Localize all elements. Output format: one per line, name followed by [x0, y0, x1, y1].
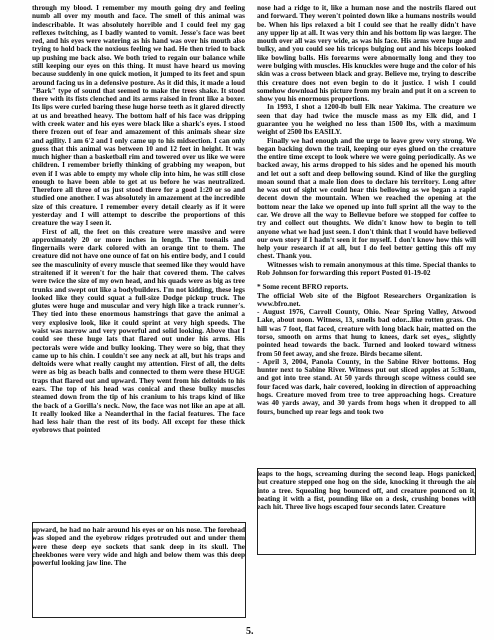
reports-header: * Some recent BFRO reports.: [257, 283, 349, 292]
article-paragraph: In 1993, I shot a 1200-lb bull Elk near Yakima. The creature we seen that day had twice the muscle mass as my Elk did, and I guarantee you he weighed no less than 1500 lbs, with a maximum weight of 2500 lbs EASILY.: [257, 103, 476, 137]
report-entry: - August 1976, Carroll County, Ohio. Near Spring Valley, Atwood Lake, about noon. Witness, 13, smells bad odor...like rotten grass. On hill was 7 foot, flat faced, creature with long black hair, matted on the torso, smooth on arms that hung to knees, dark set eyes,, slightly pointed head towards the back. Turned and looked toward witness from 50 feet away, and she froze. Birds became silent.: [257, 308, 476, 358]
report-continuation: leaps to the hogs, screaming during the second leap. Hogs panicked, but creature stepped one hog on the side, knocking it through the air into a tree. Squealing hog bounced off, and creature pounced on it, beating it with a fist, pounding like on a desk, crushing bones with each hit. Three live hogs escaped four seconds later. Creature: [257, 470, 476, 512]
article-paragraph: Finally we had enough and the urge to leave grew very strong. We began backing down the trail, keeping our eyes glued on the creature the entire time except to look where we were going periodically. As we backed away, his arms dropped to his sides and he opened his mouth and let out a soft and deep bellowing sound. Kind of like the gurgling moan sound that a male lion does to declare his territory. Long after he was out of sight we could hear this bellowing as we began a rapid decent down the mountain. When we reached the opening at the bottom near the lake we opened up into full sprint all the way to the car. We drove all the way to Bellevue before we stopped for coffee to try and collect out thoughts. We didn't know how to begin to tell anyone what we had just seen. I don't think that I would have believed our own story if I hadn't seen it for myself. I don't know how this will help your research if at all, but I do feel better getting this off my chest. Thank you.: [257, 136, 476, 261]
page-number: 5.: [246, 626, 254, 637]
right-article-column: [257, 4, 476, 466]
report-entry: - April 3, 2004, Panola County, in the Sabine River bottoms. Hog hunter next to Sabine River. Witness put out sliced apples at 5:30am, and got into tree stand. At 50 yards through scope witness could see four faced was dark, hair covered, looking in direction of approaching hogs. Creature moved from tree to tree approaching hogs. Creature was 40 yards away, and 30 yards from hogs when it dropped to all fours, bunched up rear legs and took two: [257, 357, 476, 416]
article-paragraph: through my blood. I remember my mouth going dry and feeling numb all over my mouth and face. The smell of this animal was indescribable. It was absolutely horrible and I could feel my gag reflexes twitching, as I badly wanted to vomit. Jesse's face was beet red, and his eyes were watering as his hand was over his mouth also trying to hold back the noxious feeling we had. He then tried to back up pushing me back also. We both tried to regain our balance while still keeping our eyes on this thing. It must have heard us moving because suddenly in one quick motion, it jumped to its feet and spun around facing us in a defensive posture. As it did this, it made a loud "Bark" type of sound that seemed to make the trees shake. It stood there with its fists clenched and its arms raised in front like a boxer. Its lips were curled baring these huge horse teeth as it glared directly at us and breathed heavy. The bottom half of his face was dripping with creek water and his eyes were black like a shark's eyes. I stood there frozen out of fear and amazement of this animals shear size and agility. I am 6'2 and I only came up to his midsection. I can only guess that this animal was between 10 and 12 feet in height. It was much higher than a basketball rim and towered over us like we were children. I remember briefly thinking of grabbing my weapon, but even if I was able to empty my whole clip into him, he was still close enough to have been able to get at us before he was neutralized. Therefore all three of us just stood there for a good 1:20 or so and studied one another. I was absolutely in amazement at the incredible size of this creature. I remember every detail clearly as if it were yesterday and I will attempt to describe the proportions of this creature the way I seen it.: [32, 4, 245, 228]
reports-intro: The official Web site of the Bigfoot Researchers Organization is www.bfro.net.: [257, 291, 476, 308]
left-article-column: [32, 4, 245, 524]
article-paragraph: upward, he had no hair around his eyes or on his nose. The forehead was sloped and the eyebrow ridges protruded out and under them were these deep eye sockets that sank deep in its skull. The cheekbones were very wide and high and below them was this deep powerful looking jaw line. The: [32, 526, 245, 568]
bottom-right-text: [257, 470, 476, 544]
newsletter-page: [6, 2, 488, 640]
bottom-left-text: [32, 526, 245, 614]
article-paragraph: First of all, the feet on this creature were massive and were approximately 20 or more inches in length. The toenails and fingernails were dark colored with an orange tint to them. The creature did not have one ounce of fat on his entire body, and I could see the masculinity of every muscle that seemed like they would have straitened if it weren't for the hair that covered them. The calves were twice the size of my own head, and his quads were as big as tree trunks and swept out like a bodybuilders. I'm not kidding, these legs looked like they could squat a full-size Dodge pickup truck. The glutes were huge and muscular and very high like a track runner's. They tied into these enormous hamstrings that gave the animal a very explosive look, like it could sprint at very high speeds. The waist was narrow and very powerful and solid looking. Above that I could see these huge lats that flared out under his arms. His pectorals were wide and bulky looking. They were so big, that they came up to his chin. I couldn't see any neck at all, but his traps and deltoids were what really caught my attention. First of all, the delts were as big as beach balls and connected to them were these HUGE traps that flared out and upward. They went from his deltoids to his ears. The top of his head was conical and these bulky muscles steamed down from the tip of his cranium to his traps kind of like the back of a Gorilla's neck. Now, the face was not like an ape at all. It really looked like a Neanderthal in the facial features. The face had less hair than the rest of its body. All except for these thick eyebrows that pointed: [32, 227, 245, 435]
article-paragraph: nose had a ridge to it, like a human nose and the nostrils flared out and forward. They weren't pointed down like a humans nostrils would be. When his lips relaxed a bit I could see that he really didn't have any upper lip at all. It was very thin and his bottom lip was larger. The mouth over all was very wide, as was his face. His arms were huge and bulky, and you could see his triceps bulging out and his biceps looked like bowling balls. His forearms were abnormally long and they too were bulging with muscles. His knuckles were huge and the color of his skin was a cross between black and gray. Believe me, trying to describe this creature does not even begin to do it justice. I wish I could somehow download his picture from my brain and put it on a screen to show you his enormous proportions.: [257, 4, 476, 104]
article-paragraph: Witnesses wish to remain anonymous at this time. Special thanks to Rob Johnson for forwarding this report Posted 01-19-02: [257, 260, 476, 277]
